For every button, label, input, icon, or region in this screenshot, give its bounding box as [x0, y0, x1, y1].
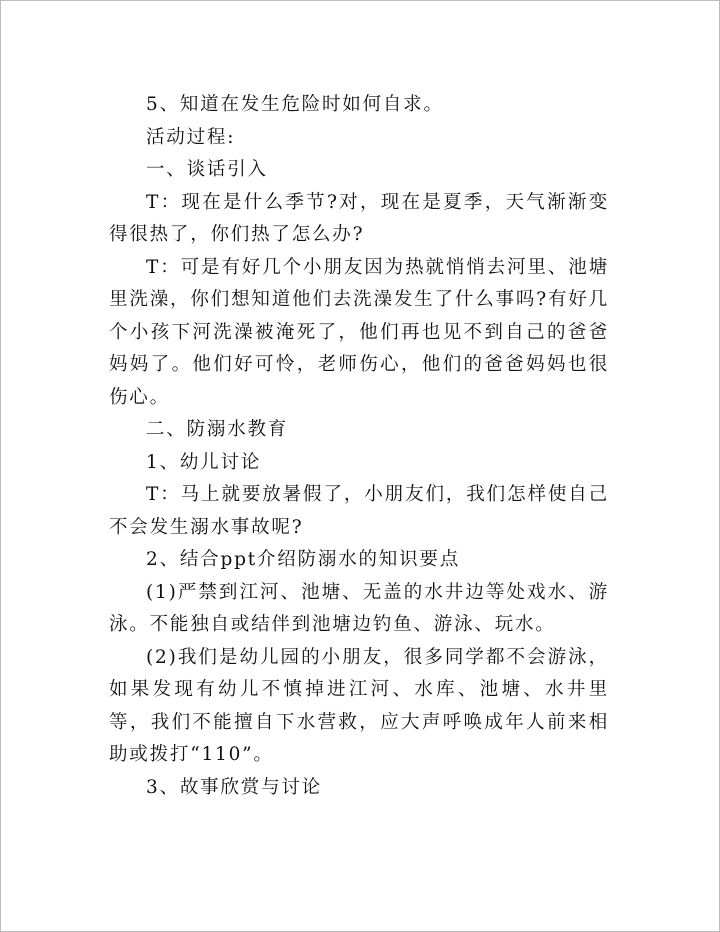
paragraph-step-2: 2、结合ppt介绍防溺水的知识要点 [146, 549, 460, 570]
paragraph-teacher-question-2: T：可是有好几个小朋友因为热就悄悄去河里、池塘里洗澡，你们想知道他们去洗澡发生了什么事吗?有好几个小孩下河洗澡被淹死了，他们再也见不到自己的爸爸妈妈了。他们好可怜，老师伤心，他们的爸爸妈妈也很伤心。 [109, 256, 609, 408]
paragraph-point-1: (1)严禁到江河、池塘、无盖的水井边等处戏水、游泳。不能独自或结伴到池塘边钓鱼、游泳、玩水。 [109, 581, 609, 635]
document-body [109, 89, 609, 804]
paragraph-step-3: 3、故事欣赏与讨论 [146, 776, 322, 798]
paragraph-activity-process: 活动过程: [146, 126, 236, 148]
paragraph-section-1-heading: 一、谈话引入 [146, 159, 268, 180]
paragraph-section-2-heading: 二、防溺水教育 [146, 419, 289, 440]
paragraph-step-1: 1、幼儿讨论 [146, 451, 262, 473]
paragraph-goal-5: 5、知道在发生危险时如何自求。 [146, 94, 444, 115]
paragraph-point-2: (2)我们是幼儿园的小朋友，很多同学都不会游泳，如果发现有幼儿不慎掉进江河、水库、池塘、水井里等，我们不能擅自下水营救，应大声呼唤成年人前来相助或拨打“110”。 [109, 646, 609, 765]
paragraph-teacher-question-3: T：马上就要放暑假了，小朋友们，我们怎样使自己不会发生溺水事故呢? [109, 484, 609, 538]
paragraph-teacher-question-1: T：现在是什么季节?对，现在是夏季，天气渐渐变得很热了，你们热了怎么办? [109, 191, 609, 245]
